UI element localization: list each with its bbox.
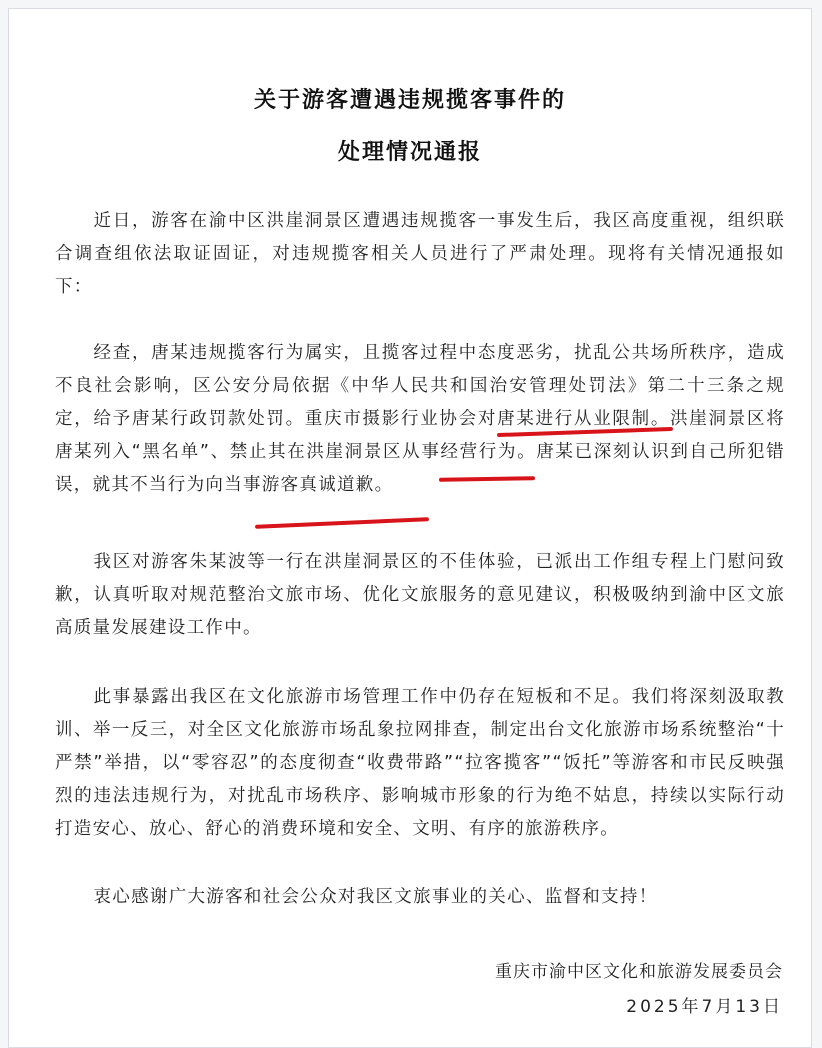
notice-title-line1: 关于游客遭遇违规揽客事件的 <box>253 88 566 113</box>
notice-document <box>8 8 812 1048</box>
notice-title-line2: 处理情况通报 <box>337 140 482 165</box>
paragraph-intro: 近日，游客在渝中区洪崖洞景区遭遇违规揽客一事发生后，我区高度重视，组织联合调查组依法取证固证，对违规揽客相关人员进行了严肃处理。现将有关情况通报如下： <box>55 211 785 297</box>
paragraph-apology-visit: 我区对游客朱某波等一行在洪崖洞景区的不佳体验，已派出工作组专程上门慰问致歉，认真听取对规范整治文旅市场、优化文旅服务的意见建议，积极吸纳到渝中区文旅高质量发展建设工作中。 <box>55 552 785 638</box>
issue-date: 2025年7月13日 <box>626 997 783 1017</box>
paragraph-thanks: 衷心感谢广大游客和社会公众对我区文旅事业的关心、监督和支持！ <box>93 887 658 907</box>
paragraph-investigation: 经查，唐某违规揽客行为属实，且揽客过程中态度恶劣，扰乱公共场所秩序，造成不良社会影响，区公安分局依据《中华人民共和国治安管理处罚法》第二十三条之规定，给予唐某行政罚款处罚。重庆市摄影行业协会对唐某进行从业限制。洪崖洞景区将唐某列入“黑名单”、禁止其在洪崖洞景区从事经营行为。唐某已深刻认识到自己所犯错误，就其不当行为向当事游客真诚道歉。 <box>55 343 785 495</box>
red-underline-annotation <box>255 517 429 529</box>
issuer-signature: 重庆市渝中区文化和旅游发展委员会 <box>495 962 783 982</box>
paragraph-rectification: 此事暴露出我区在文化旅游市场管理工作中仍存在短板和不足。我们将深刻汲取教训、举一反三，对全区文化旅游市场乱象拉网排查，制定出台文化旅游市场系统整治“十严禁”举措，以“零容忍”的态度彻查“收费带路”“拉客揽客”“饭托”等游客和市民反映强烈的违法违规行为，对扰乱市场秩序、影响城市形象的行为绝不姑息，持续以实际行动打造安心、放心、舒心的消费环境和安全、文明、有序的旅游秩序。 <box>55 687 785 839</box>
